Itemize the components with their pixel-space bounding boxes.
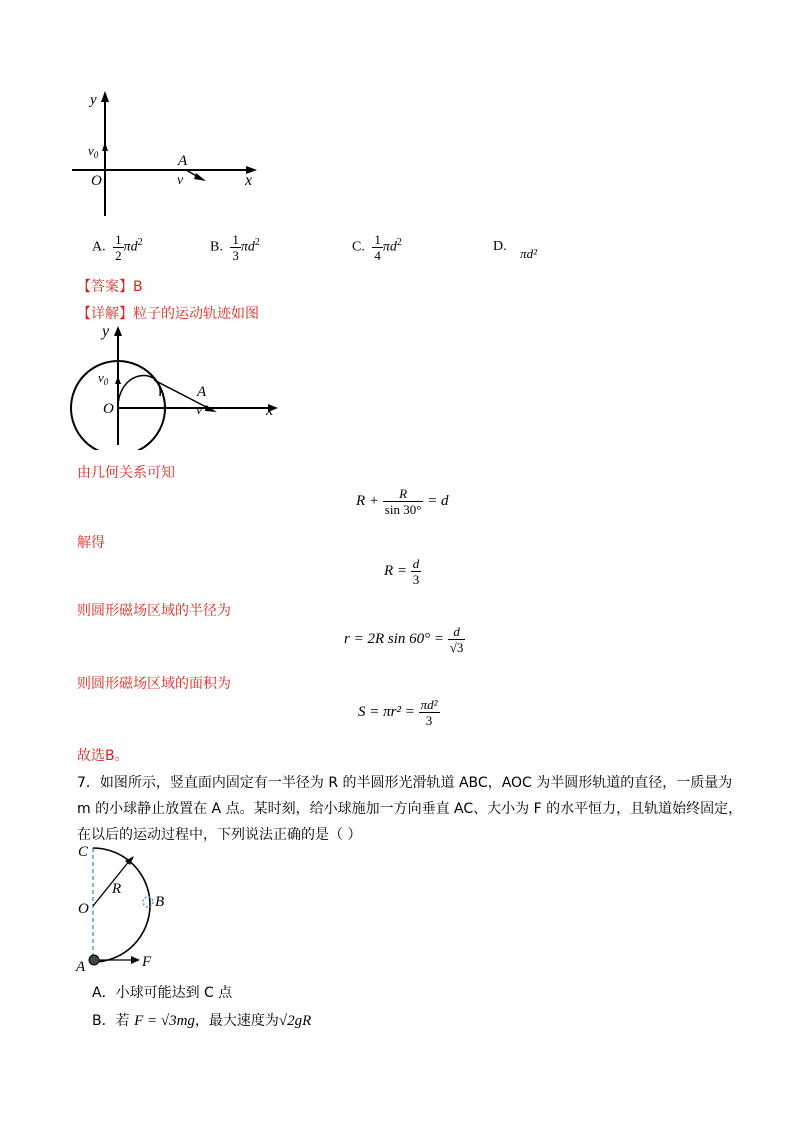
a-label: A	[76, 959, 86, 975]
answer-line: 【答案】B	[77, 279, 143, 295]
option-c[interactable]: C. $\frac{1}{4}$ $\pi d^2$	[352, 232, 402, 263]
figure-3-semicircle	[68, 840, 178, 975]
x-label: x	[266, 402, 274, 419]
equation-4: S = πr² = $\frac{\text{πd²}}{3}$	[358, 697, 438, 728]
equation-2: R = $\frac{d}{3}$	[384, 556, 420, 587]
option-d[interactable]: D. πd²	[493, 239, 538, 261]
point-a-label: A	[178, 153, 188, 169]
equation-3: r = 2R sin 60° = $\frac{d}{√3}$	[344, 624, 464, 655]
q7-line-1: 7．如图所示，竖直面内固定有一半径为 R 的半圆形光滑轨道 ABC，AOC 为半圆形轨道的直径，一质量为	[77, 775, 733, 791]
q7-line-3: 在以后的运动过程中，下列说法正确的是（ ）	[77, 827, 362, 843]
v-arrowhead	[194, 173, 206, 181]
option-b[interactable]: B. $\frac{1}{3}$ $\pi d^2$	[210, 232, 260, 263]
figure-1-axes	[60, 88, 270, 218]
point-a-label: A	[197, 384, 207, 400]
detail-line: 【详解】粒子的运动轨迹如图	[77, 306, 259, 322]
semicircle-track	[93, 848, 150, 962]
c-label: C	[78, 844, 89, 860]
v0-arrow	[115, 376, 121, 384]
figure-2-trajectory	[60, 320, 290, 450]
origin-label: O	[91, 173, 102, 189]
equation-1: R + $\frac{R}{\sin 30^\circ}$ = d	[356, 486, 449, 517]
q7-line-2: m 的小球静止放置在 A 点。某时刻，给小球施加一方向垂直 AC、大小为 F 的水平恒力，且轨道始终固定，	[77, 801, 743, 817]
v0-arrow	[102, 142, 108, 151]
point-b-marker	[143, 897, 153, 907]
option-a[interactable]: A. $\frac{1}{2}$ $\pi d^2$	[92, 232, 143, 263]
q7-option-a[interactable]: A．小球可能达到 C 点	[92, 985, 233, 1001]
area-line: 则圆形磁场区域的面积为	[77, 676, 231, 692]
v0-label: $v_0$	[98, 370, 109, 387]
y-axis-arrow	[101, 91, 109, 102]
f-label: F	[142, 954, 152, 970]
o-label: O	[78, 901, 89, 917]
origin-label: O	[103, 401, 114, 417]
force-arrowhead	[131, 956, 140, 964]
y-label: y	[102, 323, 110, 340]
ball	[89, 955, 99, 965]
geometry-line: 由几何关系可知	[77, 465, 175, 481]
v-label: v	[196, 403, 203, 418]
choose-line: 故选B。	[77, 748, 129, 764]
solve-line: 解得	[77, 535, 105, 551]
v0-label: $v_0$	[88, 143, 99, 160]
y-label: y	[90, 92, 97, 108]
b-label: B	[155, 894, 165, 910]
q7-option-b[interactable]: B．若 F = √3mg，最大速度为√2gR	[92, 1013, 312, 1029]
x-label: x	[245, 172, 253, 189]
radius-line: 则圆形磁场区域的半径为	[77, 603, 231, 619]
v-label: v	[177, 173, 184, 188]
y-axis-arrow	[114, 326, 122, 336]
r-label: R	[112, 881, 122, 897]
